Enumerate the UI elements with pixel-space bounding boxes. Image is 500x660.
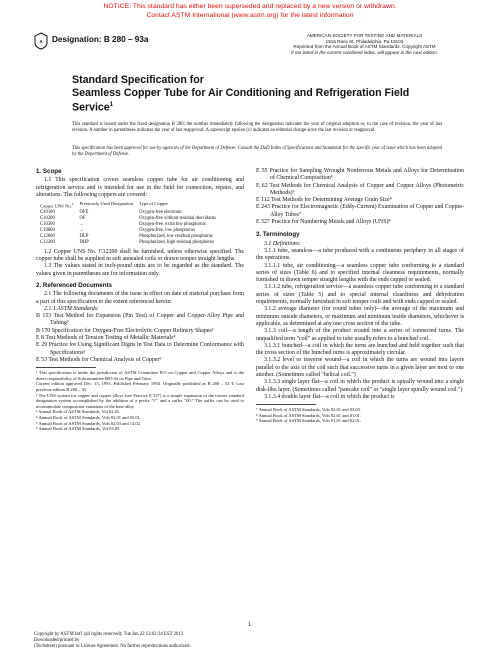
title-line-2: Seamless Copper Tube for Air Conditioning and Refrigeration Field Service$^1$ — [72, 86, 410, 114]
footnote: ⁴ Annual Book of ASTM Standards, Vols 02.01 and 03.01. — [36, 414, 142, 420]
copper-table — [40, 201, 222, 246]
footnote: ¹ This specification is under the jurisdiction of ASTM Committee B-5 on Copper and Copper Alloys and is the direct responsibility of Subcommittee B05.04 on Pipe and Tube. — [36, 370, 244, 381]
reprint-note: Reprinted from the Annual Book of ASTM Standards. Copyright ASTM — [293, 44, 436, 50]
footer-line-1: Copyright by ASTM Int'l (all rights reserved); Tue Jan 22 13:02:34 EST 2013 — [34, 632, 184, 637]
left-column — [36, 168, 244, 432]
para-1-1: 1.1 This specification covers seamless copper tube for air conditioning and refrigeration service and is intended for use in the field for connection, repairs, and alterations. The following coppers are covered: — [36, 177, 244, 198]
table-row: C12200 DHP Phosphorized, high residual phosphorus — [40, 239, 215, 245]
page-title — [72, 74, 442, 114]
footer-line-2: Downloaded/printed by — [34, 638, 80, 643]
col-head-designation: Previously Used Designation — [79, 201, 134, 207]
notice-line-2: Contact ASTM International (www.astm.org) for the latest information — [146, 11, 354, 19]
ref-item: B 153 Test Method for Expansion (Pin Test) of Copper and Copper-Alloy Pipe and Tubing³ — [36, 313, 244, 327]
table-row: C10300 ... Oxygen-free, extra low phosphorus — [40, 221, 206, 227]
para-3-1-3: 3.1.3 coil—a length of the product wound into a series of connected turns. The unqualified term "coil" as applied to tube usually refers to a bunched coil. — [256, 328, 464, 342]
footnote: ⁹ Annual Book of ASTM Standards, Vols 01.01 and 02.01. — [256, 418, 362, 424]
footnote: ² The UNS system for copper and copper alloys (see Practice E 527) is a simple expansion of the former standard designation system accomplished by the addition of a prefix "C" and a suffix "00." The suffix can be used to accommodate composition variations of the base alloy. — [36, 392, 244, 409]
right-footnotes — [256, 407, 464, 424]
svg-text:A: A — [39, 39, 43, 44]
ref-item: E 243 Practice for Electromagnetic (Eddy-Current) Examination of Copper and Copper-Alloy Tubes⁷ — [256, 204, 464, 218]
footer-line-3: (Techstreet) pursuant to License Agreement. No further reproductions authorized. — [34, 644, 191, 649]
index-note: If not listed in the current combined index, will appear in the next edition. — [291, 49, 438, 55]
publisher-block — [262, 33, 467, 55]
ref-item: E 8 Test Methods of Tension Testing of Metallic Materials⁴ — [36, 334, 176, 341]
para-3-1-3-2: 3.1.3.2 level or traverse wound—a coil in which the turns are wound into layers parallel to the axis of the coil such that successive turns in a given layer are next to one another. (Sometimes called "helical coil.") — [256, 357, 464, 379]
publisher-name: AMERICAN SOCIETY FOR TESTING AND MATERIALS — [306, 33, 423, 38]
ref-item: E 29 Practice for Using Significant Digits in Test Data to Determine Conformance with Specifications⁵ — [36, 342, 244, 356]
copyright-footer — [34, 632, 191, 650]
footnote-divider — [256, 404, 316, 405]
para-3-1: 3.1 Definitions: — [264, 240, 301, 247]
ref-item: E 62 Test Methods for Chemical Analysis of Copper and Copper Alloys (Photometric Methods)⁶ — [256, 182, 464, 196]
dod-note: This specification has been approved for use by agencies of the Department of Defense. Consult the DoD Index of Specifications and Standards for the specific year of issue which has been adopted by the Department of Defense. — [72, 146, 442, 157]
designation: Designation: B 280 – 93a — [52, 35, 149, 44]
left-footnotes — [36, 370, 244, 432]
col-head-type: Type of Copper — [139, 201, 168, 207]
right-column — [256, 168, 464, 424]
para-2-1: 2.1 The following documents of the issue in effect on date of material purchase form a part of this specification to the extent referenced herein: — [36, 291, 244, 305]
footnote: ⁷ Annual Book of ASTM Standards, Vols 02.01 and 03.03. — [256, 407, 362, 413]
section-scope-heading: 1. Scope — [36, 168, 62, 175]
footnote: ⁸ Annual Book of ASTM Standards, Vols 02.01 and 01.01. — [256, 412, 362, 418]
section-referenced-documents-heading: 2. Referenced Documents — [36, 281, 112, 289]
table-row: C12000 DLP Phosphorized, low residual phosphorus — [40, 233, 213, 239]
para-3-1-3-1: 3.1.3.1 bunched—a coil in which the turns are bunched and held together such that the cross section of the bunched turns is approximately circular. — [256, 342, 464, 357]
para-3-1-1: 3.1.1 tube, seamless—a tube produced with a continuous periphery in all stages of the operations. — [256, 247, 464, 262]
footnote-divider — [36, 367, 96, 368]
footnote: Current edition approved Dec. 15, 1993. Published February 1994. Originally published as B 280 – 53 T. Last previous edition B 280 – 93. — [36, 381, 244, 392]
ref-item: E 53 Test Methods for Chemical Analysis of Copper⁶ — [36, 356, 162, 363]
para-3-1-2: 3.1.2 average diameter (for round tubes only)—the average of the maximum and minimum outside diameters, or maximum and minimum inside diameters, whichever is applicable, as determined at any one cross section of the tube. — [256, 306, 464, 327]
page-number: 1 — [248, 622, 251, 628]
ref-item: E 55 Practice for Sampling Wrought Nonferrous Metals and Alloys for Determination of Chemical Composition⁶ — [256, 168, 464, 182]
section-terminology-heading: 3. Terminology — [256, 231, 300, 239]
para-3-1-1-2: 3.1.1.2 tube, refrigeration service—a seamless copper tube conforming to a standard series of sizes (Table 5) and to special internal cleanliness and dehydration requirements, normally furnished in soft temper coils and with ends capped or sealed. — [256, 284, 464, 306]
table-row: C10100 OFE Oxygen-free electronic — [40, 209, 183, 215]
para-1-3: 1.3 The values stated in inch-pound units are to be regarded as the standard. The values given in parentheses are for information only. — [36, 263, 244, 277]
notice-line-1: NOTICE: This standard has either been superseded and replaced by a new version or withdrawn. — [103, 3, 397, 10]
table-row: C10200 OF Oxygen-free without residual deoxidants — [40, 215, 216, 221]
col-head-uns: Copper UNS No.$^2$ — [40, 202, 74, 209]
ref-item: E 112 Test Methods for Determining Average Grain Size⁴ — [256, 197, 392, 204]
ref-item: B 170 Specification for Oxygen-Free Electrolytic Copper Refinery Shapes³ — [36, 327, 214, 334]
superseded-notice — [0, 3, 500, 20]
para-2-1-1: 2.1.1 ASTM Standards: — [44, 305, 99, 312]
para-3-1-3-3: 3.1.3.3 single layer flat—a coil in which the product is spirally wound into a single disk-like layer. (Sometimes called "pancake coil" or "single layer spirally wound coil.") — [256, 379, 464, 393]
title-line-1: Standard Specification for — [72, 74, 204, 86]
table-row: C10800 ... Oxygen-free, low phosphorus — [40, 227, 195, 233]
footnote: ⁶ Annual Book of ASTM Standards, Vol 03.05. — [36, 426, 121, 432]
title-footnote-mark: 1 — [109, 102, 114, 108]
footnote: ³ Annual Book of ASTM Standards, Vol 02.01. — [36, 409, 121, 415]
ref-item: E 527 Practice for Numbering Metals and Alloys (UNS)⁸ — [256, 219, 391, 226]
para-3-1-3-4: 3.1.3.4 double layer flat—a coil in which the product is — [264, 393, 395, 400]
para-3-1-1-1: 3.1.1.1 tube, air conditioning—a seamless copper tube conforming to a standard series of sizes (Table 6) and to specified internal cleanness requirements, normally furnished in drawn temper straight lengths with the ends capped or sealed. — [256, 262, 464, 284]
astm-logo-icon — [34, 32, 48, 50]
publisher-address: 1916 Race St. Philadelphia, Pa 19103 — [325, 38, 404, 44]
issue-note: This standard is issued under the fixed designation B 280; the number immediately following the designation indicates the year of original adoption or, in the case of revision, the year of last revision. A number in parentheses indicates the year of last reapproval. A superscript epsilon (ε) indicates an editorial change since the last revision or reapproval. — [72, 122, 442, 133]
para-1-2: 1.2 Copper UNS No. C12200 shall be furnished, unless otherwise specified. The copper tube shall be supplied in soft annealed coils or drawn temper straight lengths. — [36, 248, 244, 263]
footnote: ⁵ Annual Book of ASTM Standards, Vols 02.03 and 14.02. — [36, 420, 142, 426]
